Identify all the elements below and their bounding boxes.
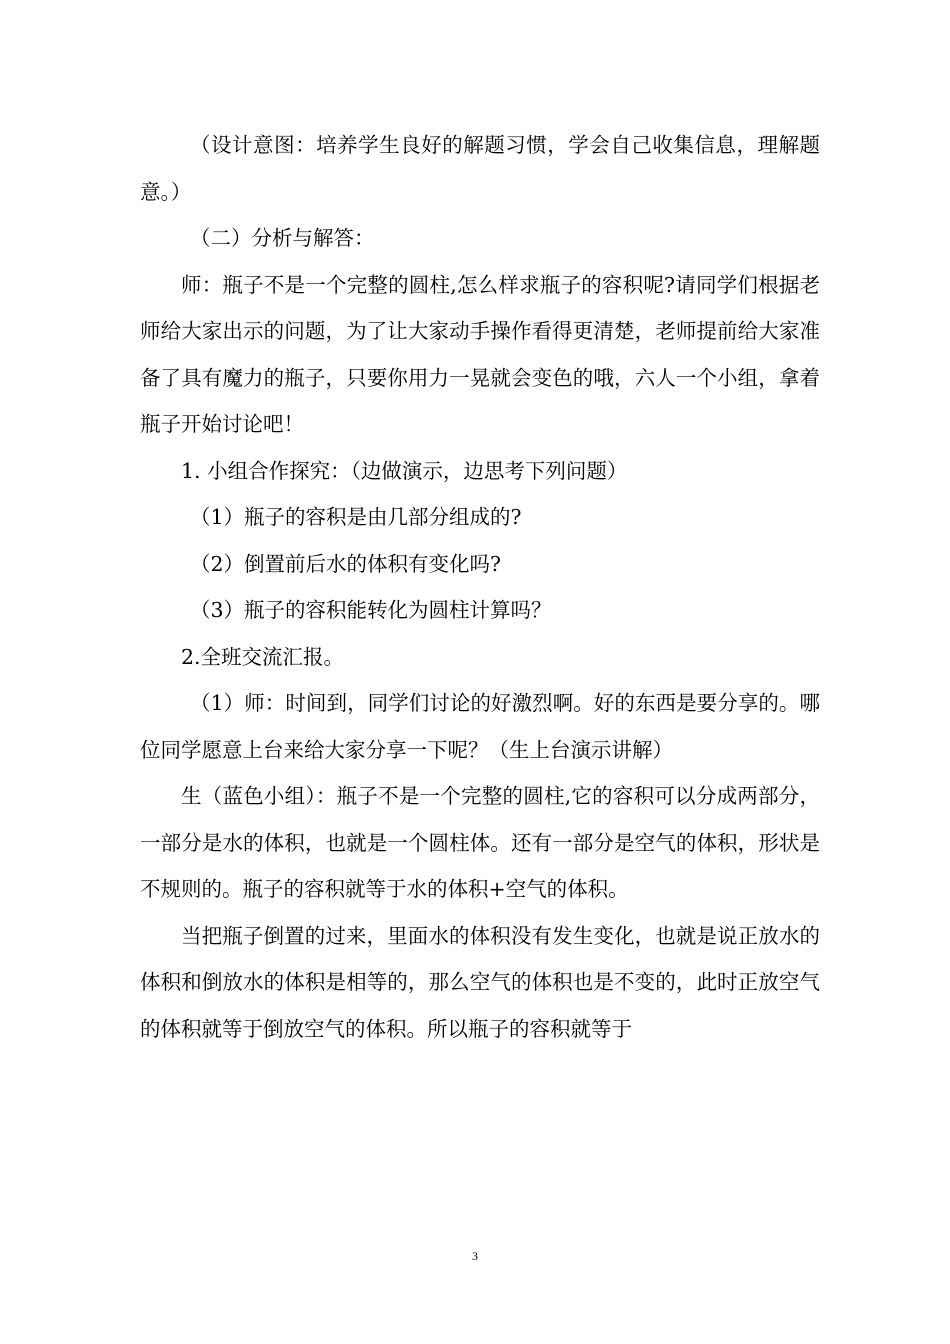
page-number: 3: [472, 1249, 478, 1263]
paragraph-teacher-share: （1）师：时间到，同学们讨论的好激烈啊。好的东西是要分享的。哪位同学愿意上台来给大家分享一下呢？（生上台演示讲解）: [140, 691, 820, 762]
document-body: [140, 122, 820, 1052]
section-heading-analysis: （二）分析与解答：: [190, 226, 375, 250]
paragraph-teacher-intro: 师：瓶子不是一个完整的圆柱,怎么样求瓶子的容积呢?请同学们根据老师给大家出示的问题，为了让大家动手操作看得更清楚，老师提前给大家准备了具有魔力的瓶子，只要你用力一晃就会变色的哦，六人一个小组，拿着瓶子开始讨论吧！: [140, 272, 820, 436]
question-item-2: （2）倒置前后水的体积有变化吗?: [190, 551, 502, 576]
question-item-1: （1）瓶子的容积是由几部分组成的?: [190, 505, 522, 529]
paragraph-student-blue-group: 生（蓝色小组）：瓶子不是一个完整的圆柱,它的容积可以分成两部分，一部分是水的体积，也就是一个圆柱体。还有一部分是空气的体积，形状是不规则的。瓶子的容积就等于水的体积+空气的体积。: [140, 784, 820, 901]
list-heading-class-report: 2.全班交流汇报。: [181, 644, 345, 669]
paragraph-inverted-bottle: 当把瓶子倒置的过来，里面水的体积没有发生变化，也就是说正放水的体积和倒放水的体积是相等的，那么空气的体积也是不变的，此时正放空气的体积就等于倒放空气的体积。所以瓶子的容积就等于: [140, 923, 820, 1041]
list-heading-group-inquiry: 1. 小组合作探究：（边做演示，边思考下列问题）: [181, 458, 628, 483]
paragraph-design-intent: （设计意图：培养学生良好的解题习惯，学会自己收集信息，理解题意。）: [140, 133, 820, 204]
question-item-3: （3）瓶子的容积能转化为圆柱计算吗？: [190, 598, 552, 622]
